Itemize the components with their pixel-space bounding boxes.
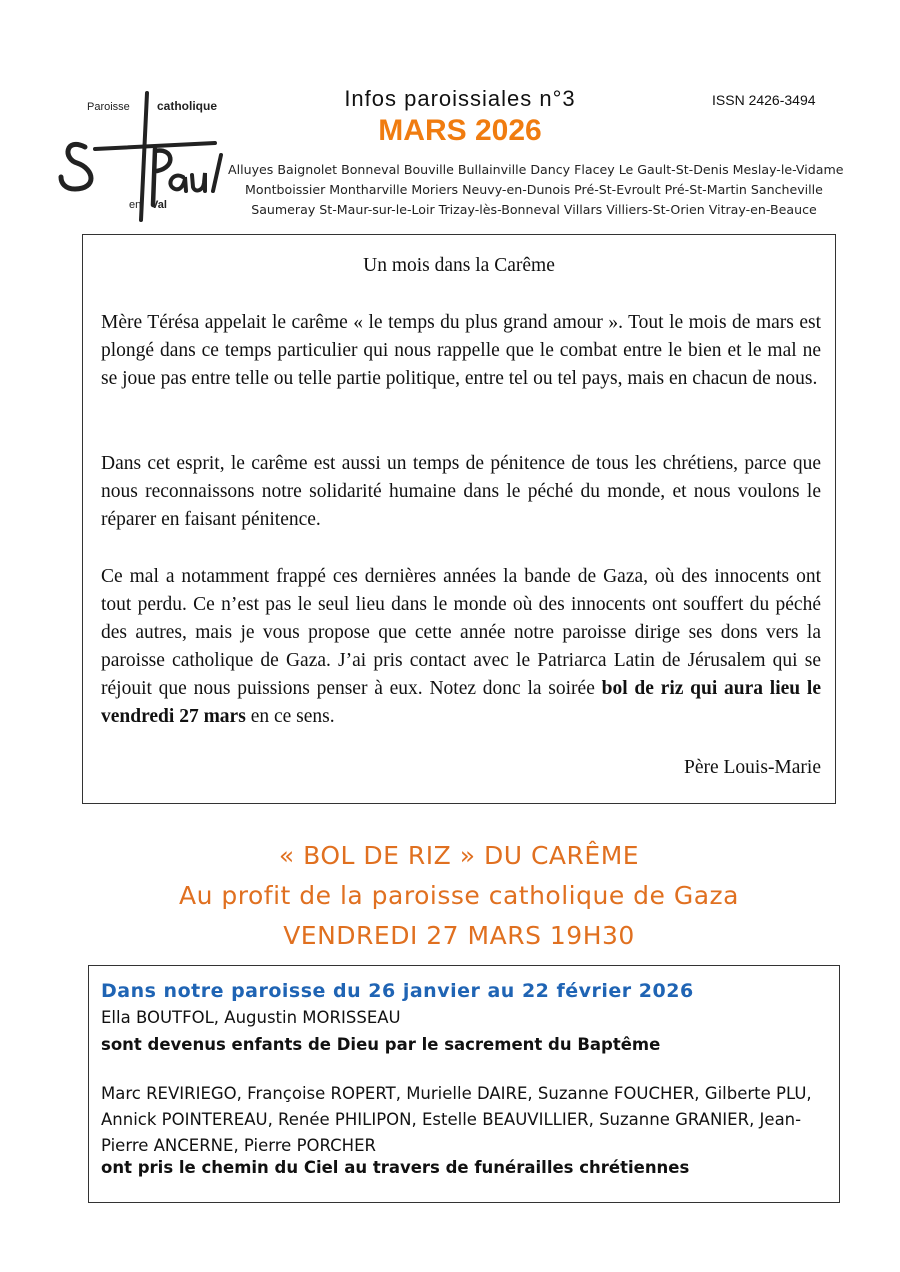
event-date: VENDREDI 27 MARS 19H30: [283, 921, 635, 950]
editorial-title: Un mois dans la Carême: [363, 255, 555, 276]
baptism-names: Ella BOUTFOL, Augustin MORISSEAU: [101, 1008, 401, 1027]
editorial-paragraph-1: Mère Térésa appelait le carême « le temps du plus grand amour ». Tout le mois de mars est plongé dans ce temps particulier qui nous rappelle que le combat entre le bien et le mal ne se joue pas entre telle ou telle partie politique, entre tel ou tel pays, mais en chacun de nous.: [101, 312, 821, 389]
funeral-text: ont pris le chemin du Ciel au travers de funérailles chrétiennes: [101, 1158, 690, 1177]
editorial-paragraph-3: [101, 563, 821, 731]
bulletin-month: MARS 2026: [378, 114, 542, 147]
village-line: Saumeray St-Maur-sur-le-Loir Trizay-lès-Bonneval Villars Villiers-St-Orien Vitray-en-Beauce: [251, 202, 817, 217]
parish-news-box: [88, 965, 840, 1203]
editorial-paragraph-3-start: Ce mal a notamment frappé ces dernières années la bande de Gaza, où des innocents ont tout perdu. Ce n’est pas le seul lieu dans le monde où des innocents ont souffert du péché des autres, mais je vous propose que cette année notre paroisse dirige ses dons vers la paroisse catholique de Gaza. J’ai pris contact avec le Patriarca Latin de Jérusalem qui se réjouit que nous puissions penser à eux. Notez donc la soirée: [101, 566, 821, 699]
funeral-names: Marc REVIRIEGO, Françoise ROPERT, Murielle DAIRE, Suzanne FOUCHER, Gilberte PLU, Annick POINTEREAU, Renée PHILIPON, Estelle BEAUVILLIER, Suzanne GRANIER, Jean-Pierre ANCERNE, Pierre PORCHER: [101, 1084, 812, 1155]
editorial-event-highlight: bol de riz qui aura lieu le vendredi 27 mars: [101, 678, 821, 727]
editorial-signature: Père Louis-Marie: [684, 757, 821, 778]
editorial-paragraph-3-end: en ce sens.: [245, 706, 335, 727]
baptism-text: sont devenus enfants de Dieu par le sacrement du Baptême: [101, 1035, 661, 1054]
event-title: « BOL DE RIZ » DU CARÊME: [278, 841, 640, 870]
village-line: Alluyes Baignolet Bonneval Bouville Bullainville Dancy Flacey Le Gault-St-Denis Meslay-le-Vidame: [228, 162, 844, 177]
issn-number: ISSN 2426-3494: [712, 92, 816, 108]
event-announcement: [82, 836, 836, 956]
editorial-box: [82, 234, 836, 804]
logo-val-label: Val: [151, 199, 167, 211]
bulletin-title: Infos paroissiales n°3: [344, 86, 576, 111]
village-list: [228, 160, 844, 220]
parish-news-heading: Dans notre paroisse du 26 janvier au 22 février 2026: [101, 980, 694, 1002]
village-line: Montboissier Montharville Moriers Neuvy-en-Dunois Pré-St-Evroult Pré-St-Martin Sancheville: [245, 182, 823, 197]
logo-en-label: en: [129, 199, 142, 211]
logo-paroisse-label: Paroisse: [87, 101, 130, 113]
logo-catholique-label: catholique: [157, 99, 218, 113]
parish-logo: [55, 85, 230, 225]
editorial-paragraph-2: Dans cet esprit, le carême est aussi un temps de pénitence de tous les chrétiens, parce que nous reconnaissons notre solidarité humaine dans le péché du monde, et nous voulons le réparer en faisant pénitence.: [101, 453, 821, 530]
event-purpose: Au profit de la paroisse catholique de Gaza: [178, 881, 739, 910]
